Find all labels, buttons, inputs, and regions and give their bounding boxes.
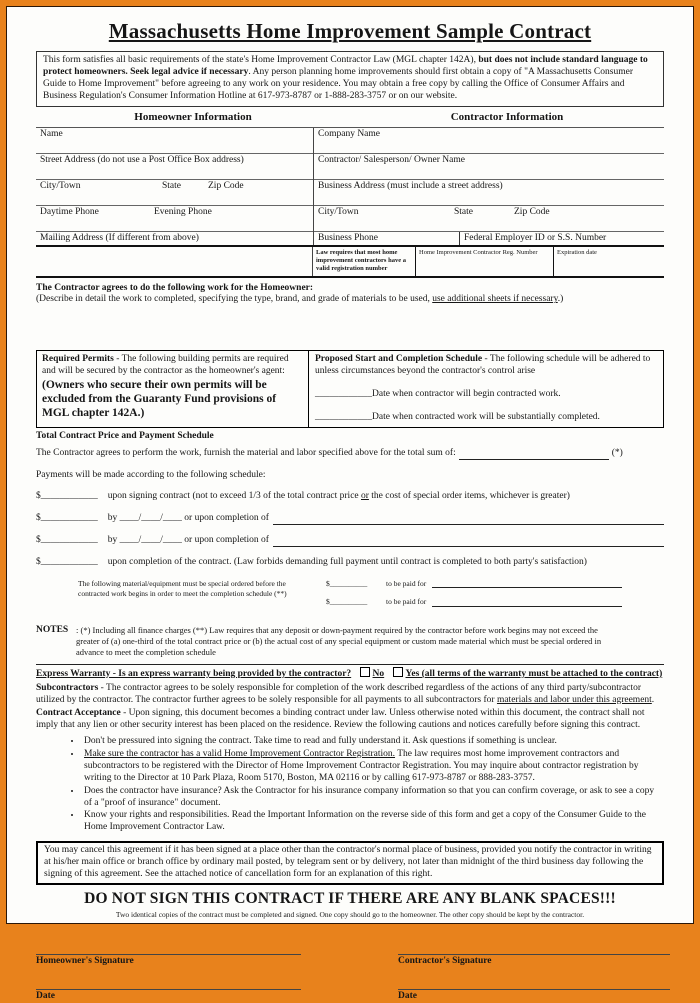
mailing-address-field[interactable] (36, 232, 313, 245)
work-desc-post: .) (557, 294, 564, 305)
biz-city-label: City/Town (318, 206, 359, 217)
payment-1-text-post: the cost of special order items, whichever is greater) (368, 491, 570, 502)
phone-field[interactable] (36, 206, 313, 232)
city-label: City/Town (40, 180, 81, 191)
warranty-yes-checkbox[interactable] (393, 667, 403, 677)
caution-item-2 (82, 749, 664, 785)
special-order-block (36, 579, 664, 616)
required-permits-cell (37, 351, 309, 427)
notes-block (36, 625, 664, 658)
reg-number-field[interactable] (416, 247, 554, 276)
special-order-row-1 (326, 579, 622, 588)
warranty-no-label: No (372, 668, 385, 679)
payment-2-amount-blank[interactable]: $____________ (36, 513, 98, 524)
schedule-text: - The following schedule will be adhered to unless circumstances beyond the contractor's control arise (315, 354, 651, 377)
city-state-zip-field[interactable] (36, 180, 313, 206)
subcontractors-text: - The contractor agrees to be solely responsible for completion of the work described regardless of the actions of any third party/subcontractor utilized by the contractor. The contractor further agrees to be solely responsible for all payments to all subcontractors for (36, 682, 642, 705)
end-date-blank[interactable]: ____________ (315, 411, 372, 422)
business-phone-row (314, 232, 664, 245)
express-warranty-question: Express Warranty - Is an express warranty being provided by the contractor? (36, 668, 352, 679)
business-address-label: Business Address (must include a street address) (318, 180, 503, 191)
payment-line-3 (36, 535, 664, 547)
subcontractors-end: . (651, 694, 655, 705)
contractor-name-label: Contractor/ Salesperson/ Owner Name (318, 154, 465, 165)
contractor-name-field[interactable] (314, 154, 664, 180)
company-name-label: Company Name (318, 128, 381, 139)
copies-note: Two identical copies of the contract must be completed and signed. One copy should go to the homeowner. The other copy should be kept by the contractor. (115, 910, 585, 920)
express-warranty-line (36, 667, 664, 681)
payment-2-completion-blank[interactable] (273, 514, 664, 525)
street-address-field[interactable] (36, 154, 313, 180)
contract-acceptance-text: - Upon signing, this document becomes a binding contract under law. Unless otherwise noted within this document, the contract shall not imply that any lien or other security interest has been placed on the residence. Review the following cautions and notices carefully before signing this contract. (36, 708, 645, 731)
cancellation-notice-box: You may cancel this agreement if it has been signed at a place other than the contractor's normal place of business, provided you notify the contractor in writing at his/her main office or branch office by ordinary mail posted, by telegram sent or by delivery, not later than midnight of the third business day following the signing of this agreement. See the attached notice of cancellation form for an explanation of this right. (36, 841, 664, 885)
do-not-sign-warning: DO NOT SIGN THIS CONTRACT IF THERE ARE ANY BLANK SPACES!!! (84, 889, 616, 907)
caution-3-text: Does the contractor have insurance? Ask the Contractor for his insurance company information so that you can confirm coverage, or ask to see a copy of a "proof of insurance" document. (84, 785, 655, 808)
payment-4-amount-blank[interactable]: $____________ (36, 557, 98, 567)
homeowner-column (36, 128, 314, 245)
price-heading: Total Contract Price and Payment Schedule (36, 430, 214, 441)
registration-note: Law requires that most home improvement contractors have a valid registration number (313, 247, 416, 276)
homeowner-info-header: Homeowner Information (134, 110, 252, 123)
section-headers (36, 111, 664, 125)
notes-label: NOTES (36, 624, 69, 635)
divider-line (36, 664, 664, 665)
contract-page (6, 6, 694, 1002)
work-desc-pre: (Describe in detail the work to completed, specifying the type, brand, and grade of materials to be used, (36, 294, 433, 305)
contractor-date-label: Date (398, 991, 417, 1002)
homeowner-signature-field[interactable] (36, 954, 301, 968)
contractor-date-field[interactable] (398, 989, 670, 1003)
so-paid-for-blank-2[interactable] (432, 598, 622, 607)
warranty-yes-label: Yes (all terms of the warranty must be attached to the contract) (405, 668, 663, 679)
expiration-date-label: Expiration date (557, 248, 597, 256)
payment-1-amount-blank[interactable]: $____________ (36, 491, 98, 502)
price-section (36, 431, 664, 658)
daytime-phone-label: Daytime Phone (40, 206, 99, 217)
payment-3-amount-blank[interactable]: $____________ (36, 535, 98, 546)
special-order-row-2 (326, 597, 622, 606)
total-sum-mark: (*) (611, 447, 623, 458)
business-phone-label: Business Phone (318, 232, 378, 243)
so-paid-for-2: to be paid for (386, 597, 427, 607)
state-label: State (162, 180, 181, 191)
payment-line-2 (36, 513, 664, 525)
expiration-date-field[interactable] (554, 247, 664, 276)
subcontractors-underlined: materials and labor under this agreement (496, 694, 652, 705)
homeowner-date-field[interactable] (36, 989, 301, 1003)
payment-3-date-blank[interactable]: ____/____/____ (119, 535, 182, 546)
required-permits-heading: Required Permits (42, 354, 114, 365)
intro-notice-box (36, 51, 664, 107)
biz-city-state-zip-field[interactable] (314, 206, 664, 232)
subcontractors-heading: Subcontractors (36, 682, 99, 693)
schedule-intro: Payments will be made according to the following schedule: (36, 469, 266, 480)
name-field[interactable] (36, 128, 313, 154)
evening-phone-label: Evening Phone (154, 206, 212, 217)
work-description-section (36, 283, 664, 349)
warranty-no-checkbox[interactable] (360, 667, 370, 677)
schedule-cell (309, 351, 663, 427)
permits-guaranty-note: (Owners who secure their own permits will be excluded from the Guaranty Fund provisions of MGL chapter 142A.) (42, 379, 277, 419)
payment-line-4 (36, 557, 664, 569)
street-address-label: Street Address (do not use a Post Office Box address) (40, 154, 244, 165)
payment-2-by: by (107, 513, 118, 524)
total-sum-line (36, 448, 664, 460)
so-paid-for-blank-1[interactable] (432, 579, 622, 588)
page-title: Massachusetts Home Improvement Sample Contract (108, 19, 592, 43)
end-date-label: Date when contracted work will be substantially completed. (372, 411, 600, 422)
registration-row (36, 245, 664, 278)
payment-3-text: or upon completion of (184, 535, 269, 546)
special-order-rows (326, 579, 622, 616)
subcontractors-paragraph (36, 683, 664, 707)
payment-3-completion-blank[interactable] (273, 536, 664, 547)
contractor-signature-label: Contractor's Signature (398, 955, 492, 966)
work-heading: The Contractor agrees to do the following work for the Homeowner: (36, 282, 314, 293)
caution-2-text: The law requires most home improvement contractors and subcontractors to be registered with the Director of Home Improvement Contractor Registration. You may inquire about contractor registration by writing to the Director at 10 Park Plaza, Room 5170, Boston, MA 02116 or by calling 617-973-8787 or 888-283-3757. (84, 749, 639, 783)
payment-3-by: by (107, 535, 118, 546)
total-sum-text: The Contractor agrees to perform the work, furnish the material and labor specified above for the total sum of: (36, 447, 456, 458)
company-name-field[interactable] (314, 128, 664, 154)
registration-spacer (36, 247, 313, 276)
business-address-field[interactable] (314, 180, 664, 206)
contractor-signature-field[interactable] (398, 954, 670, 968)
required-permits-text: - The following building permits are required and will be secured by the contractor as the homeowner's agent: (42, 354, 289, 377)
contract-acceptance-heading: Contract Acceptance (36, 708, 121, 719)
payment-1-or: or (361, 491, 369, 502)
intro-text-1: This form satisfies all basic requirements of the state's Home Improvement Contractor Law (MGL chapter 142A), (43, 55, 479, 66)
homeowner-date-label: Date (36, 991, 55, 1002)
biz-state-label: State (454, 206, 473, 217)
special-order-text: The following material/equipment must be special ordered before the contracted work begins in order to meet the completion schedule (**) (78, 578, 287, 598)
so-paid-for-1: to be paid for (386, 578, 427, 588)
caution-item-4 (82, 810, 664, 834)
start-date-line[interactable] (315, 389, 657, 401)
contract-acceptance-paragraph (36, 708, 664, 732)
cautions-list (36, 736, 664, 834)
payment-1-text-pre: upon signing contract (not to exceed 1/3 of the total contract price (107, 491, 361, 502)
name-label: Name (40, 128, 63, 139)
schedule-heading: Proposed Start and Completion Schedule (315, 354, 483, 365)
start-date-blank[interactable]: ____________ (315, 389, 372, 399)
homeowner-signature-label: Homeowner's Signature (36, 955, 134, 966)
caution-2-underlined: Make sure the contractor has a valid Home Improvement Contractor Registration. (84, 749, 396, 760)
so-amount-blank-1[interactable]: $__________ (326, 578, 368, 588)
payment-2-text: or upon completion of (184, 513, 269, 524)
signature-area (36, 954, 664, 1003)
federal-id-label: Federal Employer ID or S.S. Number (464, 232, 607, 243)
payment-1-text (108, 491, 570, 503)
caution-item-3 (82, 786, 664, 810)
business-phone-field[interactable] (314, 232, 459, 245)
notes-text: : (*) Including all finance charges (**) Law requires that any deposit or down-payment required by the contractor before work begins may not exceed the greater of (a) one-third of the total contract price or (b) the actual cost of any special equipment or custom made material which must be special ordered in advance to meet the completion schedule (76, 624, 602, 657)
federal-id-field[interactable] (459, 232, 664, 245)
contractor-signature-column (398, 954, 670, 1003)
zip-label: Zip Code (208, 180, 244, 191)
info-form-grid (36, 127, 664, 245)
homeowner-signature-column (36, 954, 301, 1003)
mailing-address-label: Mailing Address (If different from above) (40, 232, 199, 243)
caution-1-text: Don't be pressured into signing the contract. Take time to read and fully understand it. Ask questions if something is unclear. (84, 736, 557, 747)
intro-bold: but does not include standard language to protect homeowners. Seek legal advice if necessary (43, 55, 648, 78)
caution-item-1 (82, 736, 664, 748)
start-date-label: Date when contractor will begin contracted work. (372, 389, 561, 399)
work-description-blank-area[interactable] (36, 306, 664, 348)
so-amount-blank-2[interactable]: $__________ (326, 597, 368, 607)
total-sum-blank[interactable] (459, 449, 609, 460)
work-desc-underlined: use additional sheets if necessary (432, 294, 558, 305)
contractor-info-header: Contractor Information (450, 110, 564, 123)
payment-4-text: upon completion of the contract. (Law forbids demanding full payment until contract is completed to both party's satisfaction) (107, 557, 587, 567)
contractor-column (314, 128, 664, 245)
payment-2-date-blank[interactable]: ____/____/____ (119, 513, 182, 524)
end-date-line[interactable] (315, 412, 657, 424)
caution-4-text: Know your rights and responsibilities. Read the Important Information on the reverse side of this form and get a copy of the Consumer Guide to the Home Improvement Contractor Law. (84, 810, 646, 833)
intro-text-2: . Any person planning home improvements should first obtain a copy of "A Massachusetts Consumer Guide to Home Improvement" before agreeing to any work on your residence. You may obtain a free copy by calling the Office of Consumer Affairs and Business Regulation's Consumer Information Hotline at 617-973-8787 or 1-888-283-3757 or on our website. (43, 67, 633, 101)
biz-zip-label: Zip Code (514, 206, 550, 217)
reg-number-label: Home Improvement Contractor Reg. Number (419, 248, 538, 256)
payment-line-1 (36, 491, 664, 503)
permits-schedule-box (36, 350, 664, 428)
